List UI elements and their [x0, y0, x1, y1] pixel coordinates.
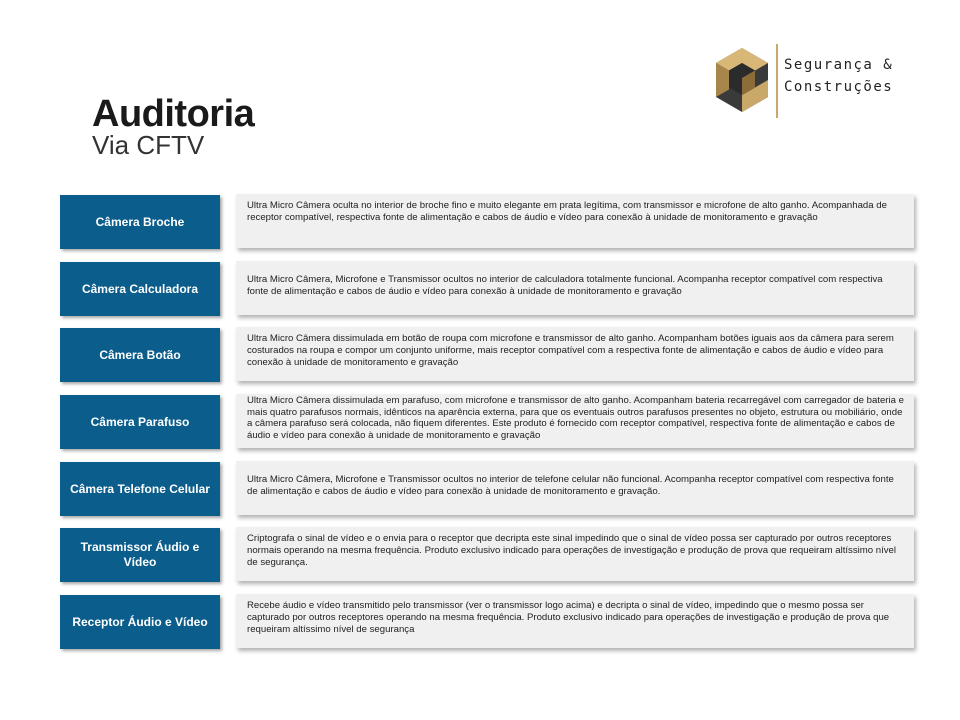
title-block	[92, 92, 254, 158]
list-item	[60, 461, 920, 517]
cube-logo-icon	[714, 46, 770, 114]
item-description: Ultra Micro Câmera dissimulada em parafuso, com microfone e transmissor de alto ganho. Acompanham bateria recarregável com carregador de bateria e mais quatro parafusos normais, idênticos na aparência externa, para que os eventuais outros parafusos presentes no objeto, estrutura ou mobiliário, onde a câmera parafuso será colocada, não fiquem diferentes. Este produto é fornecido com receptor compatível, respectiva fonte de alimentação e cabos de áudio e vídeo para conexão à unidade de monitoramento e gravação	[236, 394, 914, 448]
item-label: Câmera Calculadora	[60, 262, 220, 316]
item-description: Criptografa o sinal de vídeo e o envia para o receptor que decripta este sinal impedindo que o sinal de vídeo possa ser capturado por outros receptores normais operando na mesma frequência. Produto exclusivo indicado para operações de investigação e produção de prova que requeiram altíssimo nível de segurança.	[236, 527, 914, 581]
item-description: Recebe áudio e vídeo transmitido pelo transmissor (ver o transmissor logo acima) e decripta o sinal de vídeo, impedindo que o mesmo possa ser capturado por outros receptores operando na mesma frequência. Produto exclusivo indicado para operações de investigação e produção de prova que requeiram altíssimo nível de segurança	[236, 594, 914, 648]
item-label: Câmera Botão	[60, 328, 220, 382]
item-description: Ultra Micro Câmera dissimulada em botão de roupa com microfone e transmissor de alto ganho. Acompanham botões iguais aos da câmera para serem costurados na roupa e compor um conjunto uniforme, mais receptor compatível com a respectiva fonte de alimentação e cabos de áudio e vídeo para conexão à unidade de monitoramento e gravação	[236, 327, 914, 381]
list-item	[60, 394, 920, 450]
logo-line2: Construções	[784, 79, 894, 95]
list-item	[60, 527, 920, 583]
list-item	[60, 327, 920, 383]
item-label: Câmera Broche	[60, 195, 220, 249]
list-item	[60, 194, 920, 250]
item-label: Transmissor Áudio e Vídeo	[60, 528, 220, 582]
item-description: Ultra Micro Câmera oculta no interior de broche fino e muito elegante em prata legítima, com transmissor e microfone de alto ganho. Acompanhada de receptor compatível, respectiva fonte de alimentação e cabos de áudio e vídeo para conexão à unidade de monitoramento e gravação	[236, 194, 914, 248]
item-label: Câmera Telefone Celular	[60, 462, 220, 516]
logo-text	[784, 54, 893, 98]
company-logo	[714, 44, 924, 120]
list-item	[60, 261, 920, 317]
logo-line1: Segurança &	[784, 57, 894, 73]
item-description: Ultra Micro Câmera, Microfone e Transmissor ocultos no interior de calculadora totalmente funcional. Acompanha receptor compatível com respectiva fonte de alimentação e cabos de áudio e vídeo para conexão à unidade de monitoramento e gravação	[236, 261, 914, 315]
logo-divider	[776, 44, 778, 118]
page-title: Auditoria	[92, 93, 255, 135]
page-subtitle: Via CFTV	[92, 130, 205, 160]
item-description: Ultra Micro Câmera, Microfone e Transmissor ocultos no interior de telefone celular não funcional. Acompanha receptor compatível com respectiva fonte de alimentação e cabos de áudio e vídeo para conexão à unidade de monitoramento e gravação.	[236, 461, 914, 515]
list-item	[60, 594, 920, 650]
item-label: Receptor Áudio e Vídeo	[60, 595, 220, 649]
item-label: Câmera Parafuso	[60, 395, 220, 449]
